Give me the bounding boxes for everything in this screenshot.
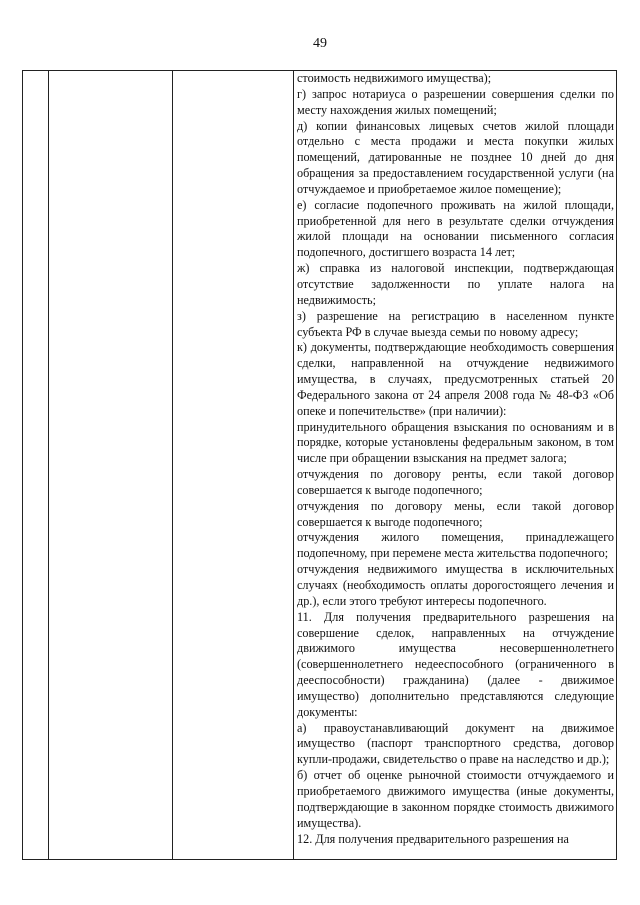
paragraph: отчуждения недвижимого имущества в исключительных случаях (необходимость оплаты дорогостоящего лечения и др.), если этого требуют интересы подопечного. bbox=[297, 562, 614, 608]
paragraph: отчуждения жилого помещения, принадлежащего подопечному, при перемене места жительства подопечного; bbox=[297, 530, 614, 561]
paragraph: ж) справка из налоговой инспекции, подтверждающая отсутствие задолженности по уплате налога на недвижимость; bbox=[297, 261, 614, 307]
paragraph: к) документы, подтверждающие необходимость совершения сделки, направленной на отчуждение недвижимого имущества, в случаях, предусмотренных статьей 20 Федерального закона от 24 апреля 2008 года № 48-ФЗ «Об опеке и попечительстве» (при наличии): bbox=[297, 340, 614, 418]
paragraph: з) разрешение на регистрацию в населенном пункте субъекта РФ в случае выезда семьи по новому адресу; bbox=[297, 308, 614, 339]
column-divider-2 bbox=[172, 71, 173, 859]
column-divider-1 bbox=[48, 71, 49, 859]
paragraph: отчуждения по договору ренты, если такой договор совершается к выгоде подопечного; bbox=[297, 467, 614, 497]
paragraph: стоимость недвижимого имущества); bbox=[297, 71, 492, 85]
paragraph: г) запрос нотариуса о разрешении совершения сделки по месту нахождения жилых помещений; bbox=[297, 86, 614, 117]
paragraph: д) копии финансовых лицевых счетов жилой площади отдельно с места продажи и места покупки жилых помещений, датированные не позднее 10 дней до дня обращения за предоставлением государственной услуги (на отчуждаемое и приобретаемое жилое помещение); bbox=[297, 118, 614, 196]
paragraph: принудительного обращения взыскания по основаниям и в порядке, которые установлены федеральным законом, в том числе при обращении взыскания на предмет залога; bbox=[297, 419, 614, 466]
paragraph: отчуждения по договору мены, если такой договор совершается к выгоде подопечного; bbox=[297, 498, 614, 529]
paragraph: б) отчет об оценке рыночной стоимости отчуждаемого и приобретаемого движимого имущества (иные документы, подтверждающие в законном порядке стоимость движимого имущества). bbox=[297, 768, 614, 830]
paragraph: 12. Для получения предварительного разрешения на bbox=[297, 831, 569, 846]
column-divider-3 bbox=[293, 71, 294, 859]
document-table bbox=[22, 70, 617, 860]
requirements-column bbox=[297, 71, 614, 847]
paragraph: е) согласие подопечного проживать на жилой площади, приобретенной для него в результате сделки отчуждения жилой площади на основании письменного согласия подопечного, достигшего возраста 14 лет; bbox=[297, 197, 614, 260]
paragraph: а) правоустанавливающий документ на движимое имущество (паспорт транспортного средства, договор купли-продажи, свидетельство о праве на наследство и др.); bbox=[297, 720, 614, 767]
page-number: 49 bbox=[313, 36, 327, 51]
paragraph: 11. Для получения предварительного разрешения на совершение сделок, направленных на отчуждение движимого имущества несовершеннолетнего (совершеннолетнего недееспособного (ограниченного в дееспособности) гражданина) (далее - движимое имущество) дополнительно представляются следующие документы: bbox=[297, 609, 614, 719]
